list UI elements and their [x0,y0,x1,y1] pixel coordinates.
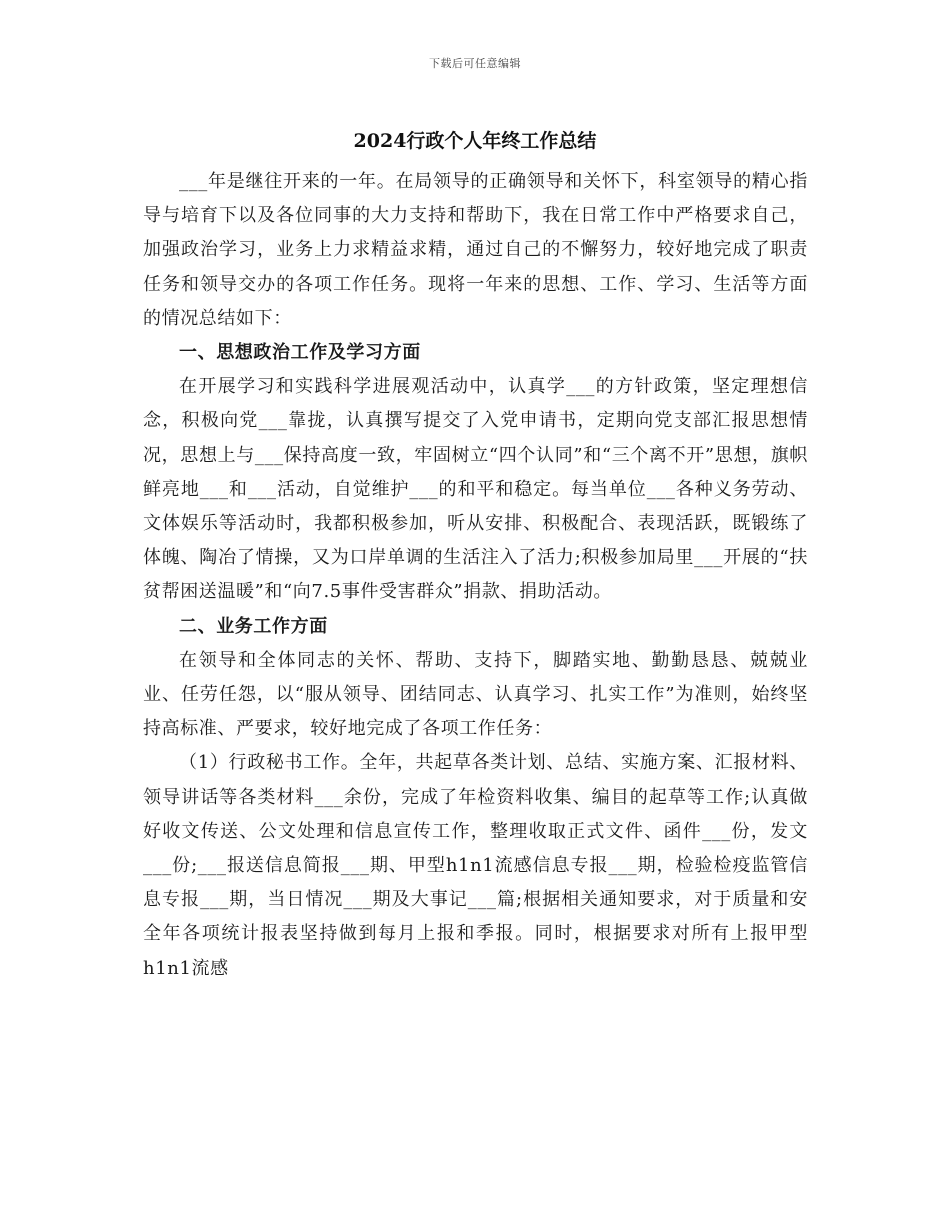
paragraph-business-work: 在领导和全体同志的关怀、帮助、支持下，脚踏实地、勤勤恳恳、兢兢业业、任劳任怨，以“服从领导、团结同志、认真学习、扎实工作”为准则，始终坚持高标准、严要求，较好地完成了各项工作任务： [143,649,808,740]
section-heading-2: 二、业务工作方面 [179,615,328,637]
header-note: 下载后可任意编辑 [429,57,521,70]
intro-paragraph: ___年是继往开来的一年。在局领导的正确领导和关怀下，科室领导的精心指导与培育下以及各位同事的大力支持和帮助下，我在日常工作中严格要求自己，加强政治学习，业务上力求精益求精，通过自己的不懈努力，较好地完成了职责任务和领导交办的各项工作任务。现将一年来的思想、工作、学习、生活等方面的情况总结如下： [143,171,808,329]
document-body [143,165,808,986]
section-heading-1: 一、思想政治工作及学习方面 [179,342,421,364]
paragraph-secretary-work: （1）行政秘书工作。全年，共起草各类计划、总结、实施方案、汇报材料、领导讲话等各类材料___余份，完成了年检资料收集、编目的起草等工作;认真做好收文传送、公文处理和信息宣传工作，整理收取正式文件、函件___份，发文___份;___报送信息简报___期、甲型h1n1流感信息专报___期，检验检疫监管信息专报___期，当日情况___期及大事记___篇;根据相关通知要求，对于质量和安全年各项统计报表坚持做到每月上报和季报。同时，根据要求对所有上报甲型h1n1流感 [143,752,808,979]
paragraph-political-study: 在开展学习和实践科学进展观活动中，认真学___的方针政策，坚定理想信念，积极向党___靠拢，认真撰写提交了入党申请书，定期向党支部汇报思想情况，思想上与___保持高度一致，牢固树立“四个认同”和“三个离不开”思想，旗帜鲜亮地___和___活动，自觉维护___的和平和稳定。每当单位___各种义务劳动、文体娱乐等活动时，我都积极参加，听从安排、积极配合、表现活跃，既锻练了体魄、陶冶了情操，又为口岸单调的生活注入了活力;积极参加局里___开展的“扶贫帮困送温暖”和“向7.5事件受害群众”捐款、捐助活动。 [143,376,808,603]
document-title: 2024行政个人年终工作总结 [353,130,597,152]
